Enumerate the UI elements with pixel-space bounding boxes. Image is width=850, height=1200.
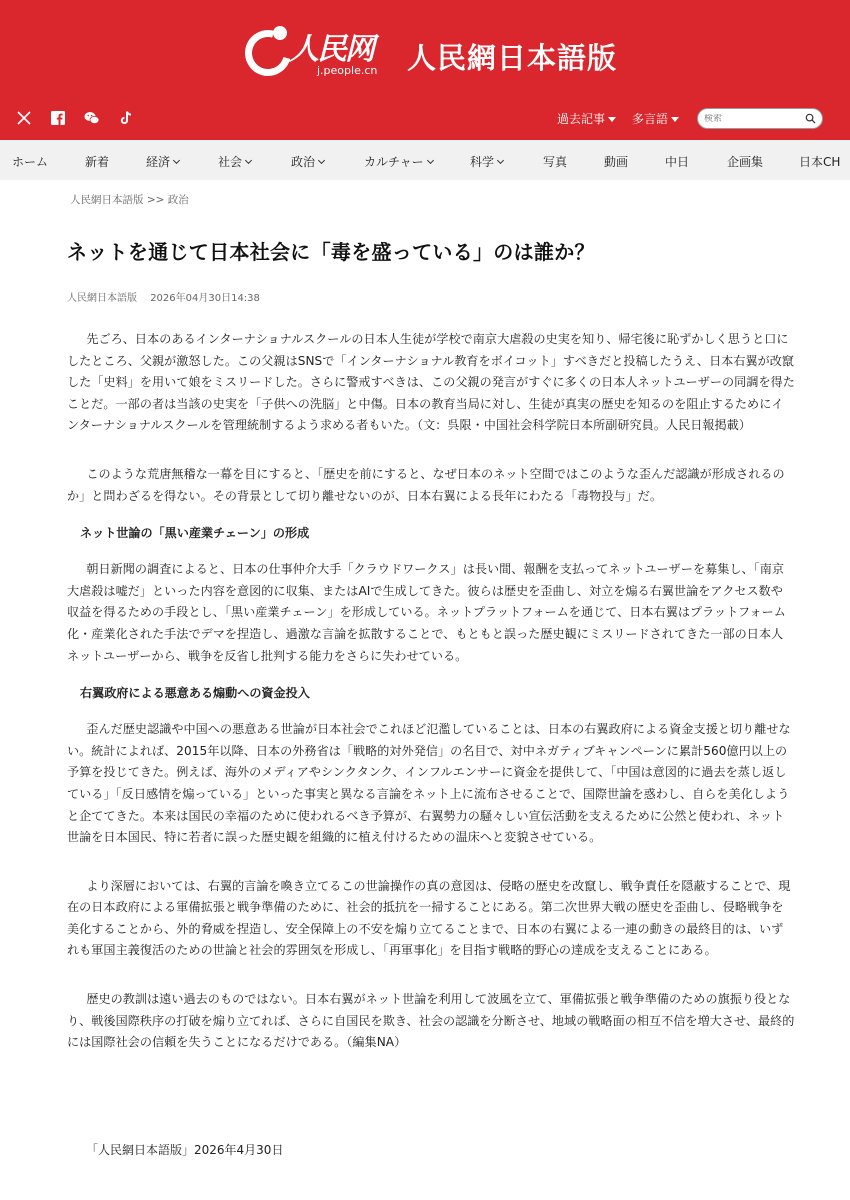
nav-label: カルチャー — [364, 155, 424, 169]
nav-item-economy[interactable] — [146, 153, 179, 170]
article-paragraph: 歴史の教訓は遠い過去のものではない。日本右翼がネット世論を利用して波風を立て、軍備拡張と戦争準備のための旗振り役となり、戦後国際秩序の打破を煽り立てれば、さらに自国民を欺き、社会の認識を分断させ、地域の戦略面の相互不信を増大させ、最終的には国際社会の信頼を失うことになるだけである。（編集NA） — [67, 992, 795, 1050]
article-paragraph: より深層においては、右翼的言論を喚き立てるこの世論操作の真の意図は、侵略の歴史を改竄し、戦争責任を隠蔽することで、現在の日本政府による軍備拡張と戦争準備のために、社会的抵抗を一掃することにある。第二次世界大戦の歴史を歪曲し、侵略戦争を美化することから、外的脅威を捏造し、安全保障上の不安を煽り立てることまで、日本の右翼による一連の動きの最終目的は、いずれも軍国主義復活のための世論と社会的雰囲気を形成し、「再軍事化」を目指す戦略的野心の達成を支えることにある。 — [67, 878, 791, 958]
nav-item-video[interactable] — [604, 153, 628, 170]
nav-item-china-japan[interactable] — [665, 153, 689, 170]
article-subhead: 右翼政府による悪意ある煽動への資金投入 — [80, 686, 310, 701]
search-icon[interactable] — [805, 113, 816, 124]
article-datetime: 2026年04月30日14:38 — [150, 293, 260, 304]
nav-label: 写真 — [543, 155, 568, 169]
article-subhead: ネット世論の「黒い産業チェーン」の形成 — [80, 526, 310, 541]
site-logo[interactable] — [245, 24, 378, 84]
nav-label: 動画 — [604, 155, 629, 169]
chevron-down-icon — [245, 157, 252, 164]
article-paragraph: 朝日新聞の調査によると、日本の仕事仲介大手「クラウドワークス」は長い間、報酬を支払ってネットユーザーを募集し、「南京大虐殺は嘘だ」といった内容を意図的に収集、またはAIで生成してきた。彼らは歴史を歪曲し、対立を煽る右翼世論をアクセス数や収益を得るための手段とし、「黒い産業チェーン」を形成している。ネットプラットフォームを通じて、日本右翼はプラットフォーム化・産業化された手法でデマを捏造し、過激な言論を拡散することで、もともと誤った歴史観にミスリードされてきた一部の日本人ネットユーザーから、戦争を反省し批判する能力をさらに失わせている。 — [67, 562, 786, 663]
nav-item-latest[interactable] — [85, 153, 109, 170]
x-icon[interactable] — [16, 110, 32, 126]
nav-item-japan-ch[interactable] — [799, 153, 840, 170]
archive-menu[interactable] — [557, 110, 616, 127]
article-paragraph: 先ごろ、日本のあるインターナショナルスクールの日本人生徒が学校で南京大虐殺の史実を知り、帰宅後に恥ずかしく思うと口にしたところ、父親が激怒した。この父親はSNSで「インターナショナル教育をボイコット」すべきだと投稿したうえ、日本右翼が改竄した「史料」を用いて娘をミスリードした。さらに警戒すべきは、この父親の発言がすぐに多くの日本人ネットユーザーの同調を得たことだ。一部の者は当該の史実を「子供への洗脳」と中傷。日本の教育当局に対し、生徒が真実の歴史を知るのを阻止するためにインターナショナルスクールを管理統制するよう求める者もいた。（文：呉限・中国社会科学院日本所副研究員。人民日報掲載） — [67, 332, 795, 433]
nav-label: 中日 — [665, 155, 690, 169]
nav-label: 企画集 — [727, 155, 764, 169]
logo-text: 人民网 — [289, 32, 373, 67]
nav-item-home[interactable] — [12, 153, 48, 170]
chevron-down-icon — [497, 157, 504, 164]
nav-label: 政治 — [291, 155, 316, 169]
site-header — [0, 0, 850, 140]
nav-item-science[interactable] — [470, 153, 503, 170]
chevron-down-icon — [173, 157, 180, 164]
nav-item-politics[interactable] — [291, 153, 324, 170]
article-dateline: 「人民網日本語版」2026年4月30日 — [86, 1143, 284, 1157]
article-paragraph: 歪んだ歴史認識や中国への悪意ある世論が日本社会でこれほど氾濫していることは、日本の右翼政府による資金支援と切り離せない。統計によれば、2015年以降、日本の外務省は「戦略的対外発信」の名目で、対中ネガティブキャンペーンに累計560億円以上の予算を投じてきた。例えば、海外のメディアやシンクタンク、インフルエンサーに資金を提供して、「中国は意図的に過去を蒸し返している」「反日感情を煽っている」といった事実と異なる言論をネット上に流布させることで、国際世論を惑わし、自らを美化しようと企ててきた。本来は国民の幸福のために使われるべき予算が、右翼勢力の騒々しい宣伝活動を支えるために公然と使われ、ネット世論を日本国民、特に若者に誤った歴史観を組織的に植え付けるための温床へと変貌させている。 — [67, 722, 791, 845]
nav-item-features[interactable] — [727, 153, 763, 170]
social-links — [16, 110, 134, 126]
article-body — [67, 329, 795, 1054]
nav-item-society[interactable] — [218, 153, 251, 170]
chevron-down-icon — [427, 157, 434, 164]
article-paragraph: このような荒唐無稽な一幕を目にすると、「歴史を前にすると、なぜ日本のネット空間ではこのような歪んだ認識が形成されるのか」と問わざるを得ない。その背景として切り離せないのが、日本右翼による長年にわたる「毒物投与」だ。 — [67, 466, 785, 503]
main-nav — [0, 140, 850, 180]
top-links — [557, 110, 679, 127]
nav-item-photo[interactable] — [543, 153, 567, 170]
article-source: 人民網日本語版 — [67, 293, 137, 304]
chevron-down-icon — [318, 157, 325, 164]
logo-url: j.people.cn — [317, 64, 378, 77]
nav-item-culture[interactable] — [364, 153, 433, 170]
archive-menu-label: 過去記事 — [557, 112, 606, 126]
search-input[interactable] — [704, 114, 794, 124]
nav-label: 科学 — [470, 155, 495, 169]
nav-label: ホーム — [12, 155, 49, 169]
nav-label: 日本CH — [799, 155, 841, 169]
tiktok-icon[interactable] — [118, 110, 134, 126]
caret-down-icon — [671, 117, 679, 122]
caret-down-icon — [608, 117, 616, 122]
language-menu-label: 多言語 — [632, 112, 669, 126]
breadcrumb[interactable]: 人民網日本語版 >> 政治 — [70, 194, 189, 206]
wechat-icon[interactable] — [84, 110, 100, 126]
article-title: ネットを通じて日本社会に「毒を盛っている」のは誰か？ — [67, 240, 595, 264]
facebook-icon[interactable] — [50, 110, 66, 126]
nav-label: 社会 — [218, 155, 243, 169]
search-box — [697, 108, 823, 129]
site-title[interactable]: 人民網日本語版 — [407, 41, 618, 75]
language-menu[interactable] — [632, 110, 679, 127]
nav-label: 経済 — [146, 155, 171, 169]
nav-label: 新着 — [85, 155, 110, 169]
article-meta — [67, 289, 260, 304]
